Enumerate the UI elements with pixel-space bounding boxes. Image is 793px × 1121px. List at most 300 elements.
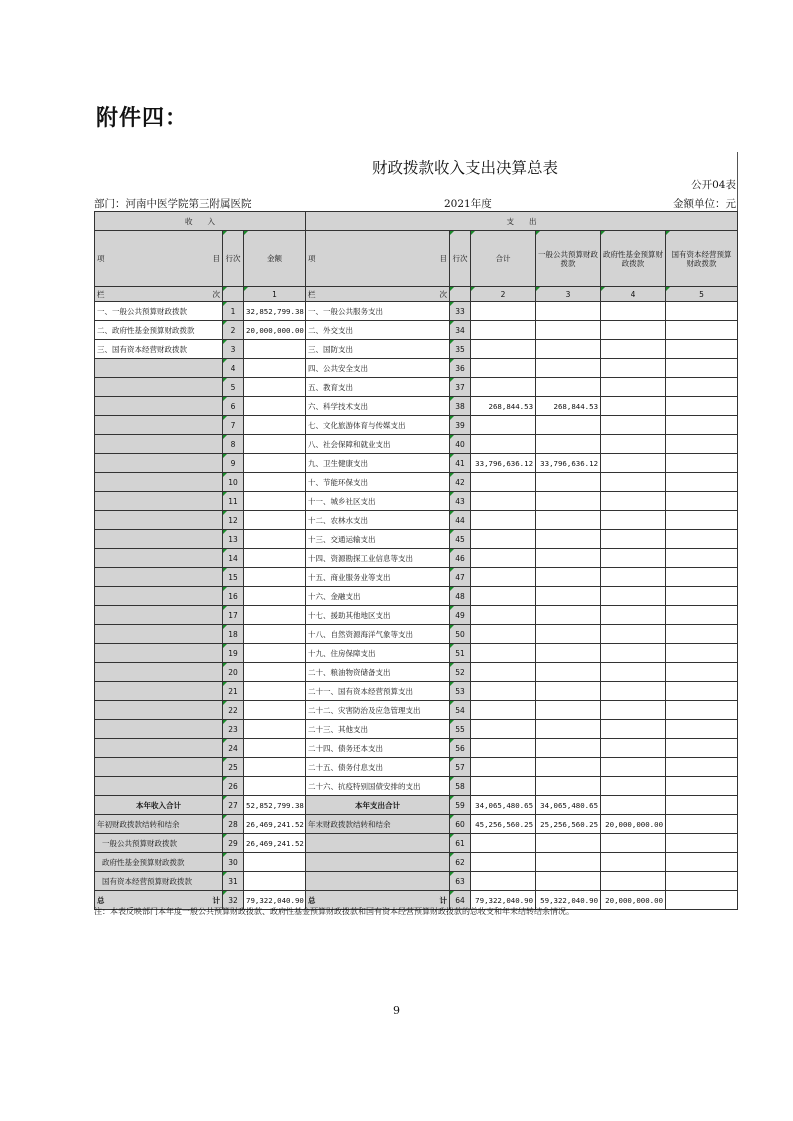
expense-gov-fund (601, 853, 666, 872)
expense-general-budget (536, 872, 601, 891)
income-line-no-header: 行次 (223, 231, 244, 287)
expense-total (471, 416, 536, 435)
table-row (95, 454, 738, 473)
income-amount: 26,469,241.52 (244, 815, 306, 834)
page-title: 财政拨款收入支出决算总表 (371, 159, 558, 177)
expense-state-capital (666, 739, 738, 758)
year-label: 2021年度 (444, 198, 492, 210)
expense-gov-fund (601, 454, 666, 473)
income-amount (244, 682, 306, 701)
income-item: 二、政府性基金预算财政拨款 (95, 321, 223, 340)
expense-total (471, 663, 536, 682)
total-label-a: 总 (97, 895, 105, 905)
expense-item (306, 872, 450, 891)
income-amount: 32,852,799.38 (244, 302, 306, 321)
expense-general-budget (536, 758, 601, 777)
income-item (95, 397, 223, 416)
expense-total (471, 834, 536, 853)
income-item (95, 663, 223, 682)
expense-line-no: 46 (450, 549, 471, 568)
expense-gov-fund (601, 625, 666, 644)
expense-line-no: 56 (450, 739, 471, 758)
expense-state-capital (666, 872, 738, 891)
expense-gov-fund (601, 473, 666, 492)
income-item (95, 606, 223, 625)
expense-general-budget: 34,065,480.65 (536, 796, 601, 815)
income-line-no: 26 (223, 777, 244, 796)
expense-line-no: 43 (450, 492, 471, 511)
expense-line-no: 63 (450, 872, 471, 891)
grand-total-state-capital (666, 891, 738, 910)
expense-general-budget: 33,796,636.12 (536, 454, 601, 473)
income-item (95, 359, 223, 378)
income-line-no: 14 (223, 549, 244, 568)
expense-gov-fund (601, 720, 666, 739)
income-amount (244, 701, 306, 720)
gov-fund-header: 政府性基金预算财政拨款 (601, 231, 666, 287)
expense-general-budget (536, 435, 601, 454)
expense-item: 十二、农林水支出 (306, 511, 450, 530)
expense-general-budget (536, 378, 601, 397)
table-row (95, 492, 738, 511)
income-amount (244, 739, 306, 758)
expense-line-no: 36 (450, 359, 471, 378)
summary-row (95, 872, 738, 891)
expense-item: 十四、资源勘探工业信息等支出 (306, 549, 450, 568)
table-row (95, 340, 738, 359)
expense-gov-fund (601, 359, 666, 378)
income-line-no: 11 (223, 492, 244, 511)
expense-gov-fund (601, 492, 666, 511)
expense-general-budget (536, 321, 601, 340)
grand-total-total: 79,322,040.90 (471, 891, 536, 910)
expense-state-capital (666, 834, 738, 853)
expense-item: 二十五、债务付息支出 (306, 758, 450, 777)
expense-line-no-header: 行次 (450, 231, 471, 287)
expense-general-budget (536, 606, 601, 625)
expense-gov-fund (601, 549, 666, 568)
expense-line-no: 41 (450, 454, 471, 473)
income-amount: 52,852,799.38 (244, 796, 306, 815)
income-line-no: 4 (223, 359, 244, 378)
expense-general-budget (536, 853, 601, 872)
expense-general-budget (536, 359, 601, 378)
table-row (95, 739, 738, 758)
expense-state-capital (666, 853, 738, 872)
expense-state-capital (666, 378, 738, 397)
income-line-no: 1 (223, 302, 244, 321)
expense-total (471, 606, 536, 625)
grand-total-general-budget: 59,322,040.90 (536, 891, 601, 910)
expense-state-capital (666, 340, 738, 359)
income-amount-header: 金额 (244, 231, 306, 287)
expense-item: 二、外交支出 (306, 321, 450, 340)
expense-item (306, 834, 450, 853)
income-line-no: 8 (223, 435, 244, 454)
expense-state-capital (666, 321, 738, 340)
expense-general-budget (536, 587, 601, 606)
expense-gov-fund (601, 872, 666, 891)
expense-general-budget (536, 739, 601, 758)
table-row (95, 549, 738, 568)
expense-gov-fund (601, 302, 666, 321)
general-budget-header: 一般公共预算财政拨款 (536, 231, 601, 287)
expense-general-budget (536, 625, 601, 644)
expense-total (471, 378, 536, 397)
state-capital-header: 国有资本经营预算财政拨款 (666, 231, 738, 287)
income-amount (244, 644, 306, 663)
expense-gov-fund (601, 321, 666, 340)
expense-total (471, 625, 536, 644)
expense-state-capital (666, 701, 738, 720)
income-amount (244, 492, 306, 511)
table-row (95, 321, 738, 340)
expense-total (471, 359, 536, 378)
income-item (95, 739, 223, 758)
col-4-label: 4 (601, 287, 666, 302)
table-row (95, 530, 738, 549)
income-section-header: 收 入 (95, 212, 306, 231)
table-row (95, 777, 738, 796)
income-amount (244, 454, 306, 473)
expense-gov-fund: 20,000,000.00 (601, 815, 666, 834)
expense-general-budget (536, 340, 601, 359)
expense-gov-fund (601, 568, 666, 587)
expense-item: 二十四、债务还本支出 (306, 739, 450, 758)
expense-line-no: 52 (450, 663, 471, 682)
table-row (95, 644, 738, 663)
income-line-no: 16 (223, 587, 244, 606)
income-amount (244, 853, 306, 872)
income-amount (244, 663, 306, 682)
income-amount (244, 720, 306, 739)
income-amount (244, 530, 306, 549)
expense-total (471, 568, 536, 587)
expense-general-budget (536, 644, 601, 663)
expense-state-capital (666, 302, 738, 321)
income-amount (244, 511, 306, 530)
expense-item (306, 853, 450, 872)
total-label-a: 总 (308, 895, 316, 905)
income-line-no: 31 (223, 872, 244, 891)
income-item: 本年收入合计 (95, 796, 223, 815)
income-item: 年初财政拨款结转和结余 (95, 815, 223, 834)
col-5-label: 5 (666, 287, 738, 302)
table-row (95, 378, 738, 397)
expense-gov-fund (601, 682, 666, 701)
expense-general-budget (536, 777, 601, 796)
expense-line-no: 59 (450, 796, 471, 815)
expense-item: 九、卫生健康支出 (306, 454, 450, 473)
expense-gov-fund (601, 777, 666, 796)
expense-general-budget (536, 720, 601, 739)
expense-total (471, 720, 536, 739)
expense-total (471, 587, 536, 606)
grand-total-income-line-no: 32 (223, 891, 244, 910)
expense-line-no: 35 (450, 340, 471, 359)
income-amount (244, 378, 306, 397)
expense-item: 五、教育支出 (306, 378, 450, 397)
expense-gov-fund (601, 606, 666, 625)
expense-total (471, 530, 536, 549)
income-item (95, 454, 223, 473)
expense-general-budget (536, 568, 601, 587)
expense-state-capital (666, 644, 738, 663)
income-line-no: 2 (223, 321, 244, 340)
income-item (95, 473, 223, 492)
table-row (95, 416, 738, 435)
expense-total (471, 492, 536, 511)
income-amount: 26,469,241.52 (244, 834, 306, 853)
table-row (95, 473, 738, 492)
expense-state-capital (666, 625, 738, 644)
expense-state-capital (666, 397, 738, 416)
expense-item: 十一、城乡社区支出 (306, 492, 450, 511)
income-line-no: 23 (223, 720, 244, 739)
expense-general-budget (536, 701, 601, 720)
table-row (95, 587, 738, 606)
income-item (95, 587, 223, 606)
expense-line-no: 62 (450, 853, 471, 872)
expense-state-capital (666, 758, 738, 777)
col-2-label: 2 (471, 287, 536, 302)
expense-state-capital (666, 435, 738, 454)
expense-state-capital (666, 454, 738, 473)
expense-general-budget (536, 473, 601, 492)
expense-general-budget: 25,256,560.25 (536, 815, 601, 834)
expense-line-no: 50 (450, 625, 471, 644)
expense-total: 45,256,560.25 (471, 815, 536, 834)
expense-general-budget (536, 663, 601, 682)
income-item (95, 720, 223, 739)
income-line-no: 19 (223, 644, 244, 663)
expense-state-capital (666, 720, 738, 739)
expense-gov-fund (601, 663, 666, 682)
income-line-no: 6 (223, 397, 244, 416)
expense-total: 34,065,480.65 (471, 796, 536, 815)
income-amount (244, 625, 306, 644)
expense-general-budget (536, 302, 601, 321)
expense-state-capital (666, 511, 738, 530)
income-line-no: 18 (223, 625, 244, 644)
expense-state-capital (666, 568, 738, 587)
expense-line-no: 49 (450, 606, 471, 625)
table-row (95, 663, 738, 682)
income-item (95, 758, 223, 777)
expense-gov-fund (601, 644, 666, 663)
budget-table (94, 211, 738, 910)
expense-general-budget (536, 530, 601, 549)
expense-item: 七、文化旅游体育与传媒支出 (306, 416, 450, 435)
summary-row (95, 853, 738, 872)
expense-line-no: 45 (450, 530, 471, 549)
income-line-no: 22 (223, 701, 244, 720)
expense-total: 268,844.53 (471, 397, 536, 416)
income-item (95, 416, 223, 435)
income-amount (244, 777, 306, 796)
table-row (95, 397, 738, 416)
expense-item-header: 项 目 (306, 231, 450, 287)
expense-item: 三、国防支出 (306, 340, 450, 359)
expense-state-capital (666, 530, 738, 549)
expense-line-no: 55 (450, 720, 471, 739)
expense-item: 本年支出合计 (306, 796, 450, 815)
income-amount (244, 340, 306, 359)
expense-gov-fund (601, 340, 666, 359)
expense-item: 二十三、其他支出 (306, 720, 450, 739)
expense-item: 十三、交通运输支出 (306, 530, 450, 549)
expense-section-header: 支 出 (306, 212, 738, 231)
income-item (95, 492, 223, 511)
income-line-no: 30 (223, 853, 244, 872)
income-lan-cell: 栏 次 (95, 287, 223, 302)
income-amount (244, 587, 306, 606)
expense-line-no: 47 (450, 568, 471, 587)
income-line-no: 24 (223, 739, 244, 758)
income-line-no: 5 (223, 378, 244, 397)
expense-gov-fund (601, 397, 666, 416)
expense-line-no: 34 (450, 321, 471, 340)
income-amount (244, 606, 306, 625)
expense-gov-fund (601, 739, 666, 758)
total-label-b: 计 (212, 895, 220, 905)
income-item: 三、国有资本经营财政拨款 (95, 340, 223, 359)
income-item: 政府性基金预算财政拨款 (95, 853, 223, 872)
form-code: 公开04表 (691, 179, 736, 191)
table-row (95, 435, 738, 454)
expense-gov-fund (601, 796, 666, 815)
attachment-label: 附件四： (96, 105, 189, 131)
income-line-no: 21 (223, 682, 244, 701)
grand-total-income-amount: 79,322,040.90 (244, 891, 306, 910)
expense-item: 十九、住房保障支出 (306, 644, 450, 663)
expense-line-no: 42 (450, 473, 471, 492)
expense-line-no: 44 (450, 511, 471, 530)
expense-state-capital (666, 796, 738, 815)
unit-label: 金额单位：元 (673, 198, 736, 210)
expense-total (471, 321, 536, 340)
income-line-no: 9 (223, 454, 244, 473)
grand-total-expense-line-no: 64 (450, 891, 471, 910)
expense-general-budget (536, 682, 601, 701)
expense-total: 33,796,636.12 (471, 454, 536, 473)
income-amount (244, 435, 306, 454)
expense-general-budget: 268,844.53 (536, 397, 601, 416)
expense-item: 六、科学技术支出 (306, 397, 450, 416)
income-line-no: 13 (223, 530, 244, 549)
expense-gov-fund (601, 758, 666, 777)
expense-item: 十八、自然资源海洋气象等支出 (306, 625, 450, 644)
expense-state-capital (666, 587, 738, 606)
income-item (95, 644, 223, 663)
income-item: 国有资本经营预算财政拨款 (95, 872, 223, 891)
income-item (95, 511, 223, 530)
expense-gov-fund (601, 511, 666, 530)
expense-total (471, 340, 536, 359)
table-row (95, 625, 738, 644)
expense-gov-fund (601, 416, 666, 435)
col-1-label: 1 (244, 287, 306, 302)
income-amount (244, 872, 306, 891)
expense-item: 二十一、国有资本经营预算支出 (306, 682, 450, 701)
expense-item: 二十二、灾害防治及应急管理支出 (306, 701, 450, 720)
expense-state-capital (666, 777, 738, 796)
income-line-no: 7 (223, 416, 244, 435)
summary-row (95, 834, 738, 853)
expense-general-budget (536, 549, 601, 568)
expense-item: 十五、商业服务业等支出 (306, 568, 450, 587)
expense-line-no: 61 (450, 834, 471, 853)
expense-gov-fund (601, 378, 666, 397)
income-item (95, 549, 223, 568)
expense-item: 二十、粮油物资储备支出 (306, 663, 450, 682)
department-label: 部门：河南中医学院第三附属医院 (94, 198, 252, 210)
expense-total (471, 435, 536, 454)
table-note: 注：本表反映部门本年度一般公共预算财政拨款、政府性基金预算财政拨款和国有资本经营预算财政拨款的总收支和年末结转结余情况。 (94, 907, 574, 916)
expense-line-no: 39 (450, 416, 471, 435)
page-number: 9 (393, 1004, 400, 1017)
expense-total (471, 511, 536, 530)
grand-total-gov-fund: 20,000,000.00 (601, 891, 666, 910)
expense-lan-cell: 栏 次 (306, 287, 450, 302)
income-item (95, 568, 223, 587)
expense-line-no: 33 (450, 302, 471, 321)
income-item: 一般公共预算财政拨款 (95, 834, 223, 853)
income-line-no: 27 (223, 796, 244, 815)
col-3-label: 3 (536, 287, 601, 302)
expense-total (471, 302, 536, 321)
income-amount (244, 397, 306, 416)
total-header: 合计 (471, 231, 536, 287)
expense-item: 二十六、抗疫特别国债安排的支出 (306, 777, 450, 796)
income-line-no: 17 (223, 606, 244, 625)
expense-gov-fund (601, 435, 666, 454)
expense-lan-blank (450, 287, 471, 302)
summary-row (95, 815, 738, 834)
expense-total (471, 682, 536, 701)
expense-line-no: 51 (450, 644, 471, 663)
table-row (95, 606, 738, 625)
expense-general-budget (536, 416, 601, 435)
expense-state-capital (666, 416, 738, 435)
expense-general-budget (536, 834, 601, 853)
expense-total (471, 853, 536, 872)
expense-total (471, 549, 536, 568)
expense-item: 十六、金融支出 (306, 587, 450, 606)
expense-item: 十、节能环保支出 (306, 473, 450, 492)
income-item-header: 项 目 (95, 231, 223, 287)
income-line-no: 20 (223, 663, 244, 682)
expense-line-no: 58 (450, 777, 471, 796)
income-item (95, 625, 223, 644)
expense-item: 八、社会保障和就业支出 (306, 435, 450, 454)
expense-total (471, 473, 536, 492)
income-line-no: 15 (223, 568, 244, 587)
expense-line-no: 53 (450, 682, 471, 701)
income-item (95, 378, 223, 397)
expense-total (471, 644, 536, 663)
expense-state-capital (666, 492, 738, 511)
income-item (95, 682, 223, 701)
income-item (95, 530, 223, 549)
expense-general-budget (536, 511, 601, 530)
expense-total (471, 777, 536, 796)
expense-line-no: 40 (450, 435, 471, 454)
income-line-no: 12 (223, 511, 244, 530)
income-amount (244, 568, 306, 587)
income-amount (244, 758, 306, 777)
income-amount (244, 549, 306, 568)
